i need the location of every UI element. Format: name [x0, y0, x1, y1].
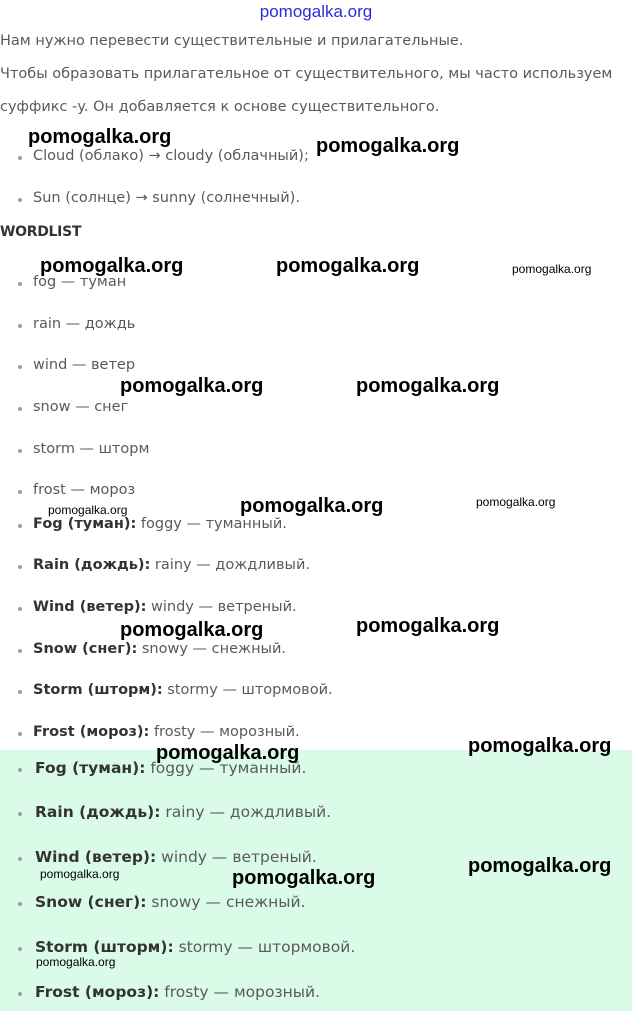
pair-item [33, 724, 300, 740]
watermark: pomogalka.org [512, 262, 592, 276]
answer-rest: foggy — туманный. [145, 759, 307, 777]
watermark: pomogalka.org [120, 619, 264, 641]
pair-item [33, 557, 310, 573]
pair-rest: foggy — туманный. [136, 516, 287, 532]
pair-item [33, 641, 286, 657]
wordlist-item: rain — дождь [33, 316, 136, 332]
answer-term: Storm (шторм): [35, 938, 174, 956]
answer-item [35, 893, 305, 911]
pair-item [33, 516, 287, 532]
pair-term: Rain (дождь): [33, 557, 151, 573]
watermark: pomogalka.org [356, 615, 500, 637]
watermark: pomogalka.org [232, 867, 376, 889]
pair-term: Snow (снег): [33, 641, 138, 657]
pair-rest: snowy — снежный. [137, 641, 287, 657]
answer-term: Wind (ветер): [35, 848, 157, 866]
answer-item [35, 848, 317, 866]
wordlist-item: fog — туман [33, 274, 127, 290]
watermark: pomogalka.org [476, 495, 556, 509]
answer-item [35, 803, 331, 821]
answer-term: Rain (дождь): [35, 803, 161, 821]
pair-term: Frost (мороз): [33, 724, 150, 740]
watermark: pomogalka.org [28, 126, 172, 148]
answer-rest: rainy — дождливый. [160, 803, 332, 821]
pair-rest: windy — ветреный. [146, 599, 297, 615]
answer-rest: frosty — морозный. [159, 983, 321, 1001]
watermark: pomogalka.org [40, 255, 184, 277]
intro-line-1: Нам нужно перевести существительные и прилагательные. [0, 33, 464, 49]
answer-item [35, 983, 320, 1001]
watermark: pomogalka.org [468, 855, 612, 877]
wordlist-item: frost — мороз [33, 482, 136, 498]
wordlist-heading: WORDLIST [0, 224, 82, 240]
pair-term: Storm (шторм): [33, 682, 163, 698]
watermark: pomogalka.org [316, 135, 460, 157]
wordlist-item: wind — ветер [33, 357, 136, 373]
site-link[interactable]: pomogalka.org [259, 2, 373, 21]
watermark: pomogalka.org [156, 742, 300, 764]
example-item: Cloud (облако) → cloudy (облачный); [33, 148, 309, 164]
answer-rest: windy — ветреный. [156, 848, 317, 866]
watermark: pomogalka.org [276, 255, 420, 277]
watermark: pomogalka.org [356, 375, 500, 397]
pair-rest: rainy — дождливый. [150, 557, 311, 573]
answer-term: Frost (мороз): [35, 983, 160, 1001]
pair-rest: frosty — морозный. [149, 724, 300, 740]
answer-term: Snow (снег): [35, 893, 147, 911]
watermark: pomogalka.org [240, 495, 384, 517]
wordlist-item: storm — шторм [33, 441, 150, 457]
pair-term: Fog (туман): [33, 516, 137, 532]
watermark: pomogalka.org [48, 503, 128, 517]
watermark: pomogalka.org [120, 375, 264, 397]
watermark: pomogalka.org [40, 867, 120, 881]
intro-line-2: Чтобы образовать прилагательное от существительного, мы часто используем [0, 66, 613, 82]
pair-rest: stormy — штормовой. [162, 682, 333, 698]
example-item: Sun (солнце) → sunny (солнечный). [33, 190, 300, 206]
wordlist-item: snow — снег [33, 399, 129, 415]
intro-line-3: суффикс -y. Он добавляется к основе существительного. [0, 99, 440, 115]
watermark: pomogalka.org [36, 955, 116, 969]
answer-term: Fog (туман): [35, 759, 146, 777]
answer-item [35, 938, 355, 956]
pair-item [33, 682, 333, 698]
answer-rest: stormy — штормовой. [173, 938, 356, 956]
watermark: pomogalka.org [468, 735, 612, 757]
answer-rest: snowy — снежный. [146, 893, 306, 911]
pair-item [33, 599, 297, 615]
pair-term: Wind (ветер): [33, 599, 147, 615]
